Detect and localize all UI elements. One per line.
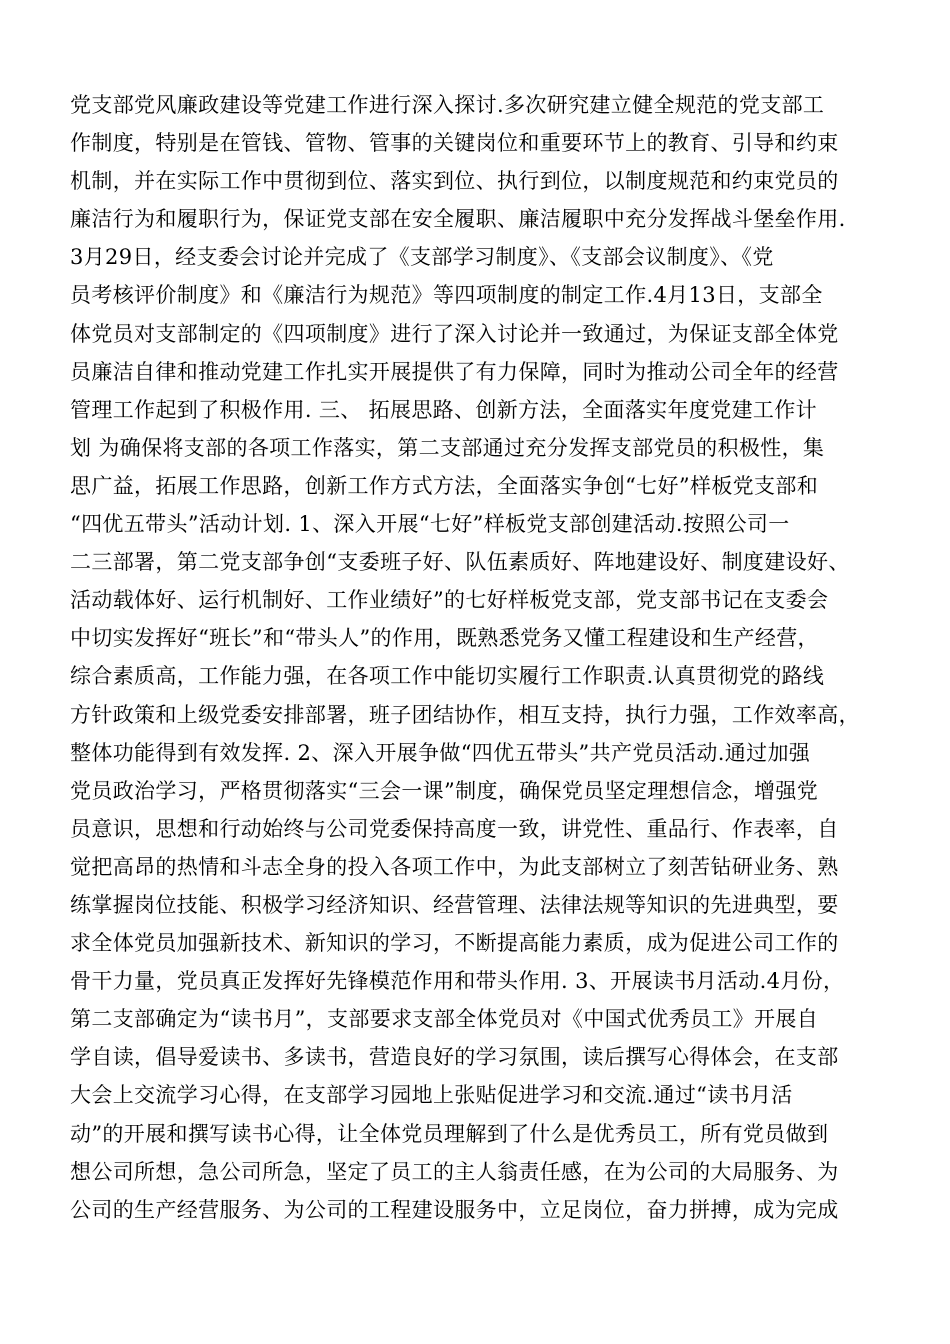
text-line: 二三部署，第二党支部争创“支委班子好、队伍素质好、阵地建设好、制度建设好、 bbox=[70, 550, 850, 575]
text-line: 3月29日，经支委会讨论并完成了《支部学习制度》、《支部会议制度》、《党 bbox=[70, 245, 774, 270]
text-line: 动”的开展和撰写读书心得，让全体党员理解到了什么是优秀员工，所有党员做到 bbox=[70, 1121, 829, 1146]
text-line: 公司的生产经营服务、为公司的工程建设服务中，立足岗位，奋力拼搏，成为完成 bbox=[70, 1197, 839, 1222]
text-line: 机制，并在实际工作中贯彻到位、落实到位、执行到位，以制度规范和约束党员的 bbox=[70, 169, 839, 194]
text-line: 整体功能得到有效发挥. 2、深入开展争做“四优五带头”共产党员活动.通过加强 bbox=[70, 740, 811, 765]
text-line: 思广益，拓展工作思路，创新工作方式方法，全面落实争创“七好”样板党支部和 bbox=[70, 473, 819, 498]
body-text bbox=[70, 86, 900, 1229]
text-line: “四优五带头”活动计划. 1、深入开展“七好”样板党支部创建活动.按照公司一 bbox=[70, 512, 790, 537]
text-line: 练掌握岗位技能、积极学习经济知识、经营管理、法律法规等知识的先进典型，要 bbox=[70, 892, 839, 917]
text-line: 管理工作起到了积极作用. 三、 拓展思路、创新方法，全面落实年度党建工作计 bbox=[70, 397, 817, 422]
text-line: 学自读，倡导爱读书、多读书，营造良好的学习氛围，读后撰写心得体会，在支部 bbox=[70, 1045, 839, 1070]
text-line: 廉洁行为和履职行为，保证党支部在安全履职、廉洁履职中充分发挥战斗堡垒作用. bbox=[70, 207, 846, 232]
text-line: 员廉洁自律和推动党建工作扎实开展提供了有力保障，同时为推动公司全年的经营 bbox=[70, 359, 839, 384]
text-line: 求全体党员加强新技术、新知识的学习，不断提高能力素质，成为促进公司工作的 bbox=[70, 931, 839, 956]
text-line: 想公司所想，急公司所急，坚定了员工的主人翁责任感，在为公司的大局服务、为 bbox=[70, 1159, 839, 1184]
text-line: 活动载体好、运行机制好、工作业绩好”的七好样板党支部，党支部书记在支委会 bbox=[70, 588, 829, 613]
text-line: 划 为确保将支部的各项工作落实，第二支部通过充分发挥支部党员的积极性，集 bbox=[70, 435, 825, 460]
text-line: 员考核评价制度》和《廉洁行为规范》等四项制度的制定工作.4月13日，支部全 bbox=[70, 283, 823, 308]
text-line: 觉把高昂的热情和斗志全身的投入各项工作中，为此支部树立了刻苦钻研业务、熟 bbox=[70, 854, 839, 879]
text-line: 作制度，特别是在管钱、管物、管事的关键岗位和重要环节上的教育、引导和约束 bbox=[70, 131, 839, 156]
text-line: 党员政治学习，严格贯彻落实“三会一课”制度，确保党员坚定理想信念，增强党 bbox=[70, 778, 819, 803]
text-line: 综合素质高，工作能力强，在各项工作中能切实履行工作职责.认真贯彻党的路线 bbox=[70, 664, 825, 689]
text-line: 党支部党风廉政建设等党建工作进行深入探讨.多次研究建立健全规范的党支部工 bbox=[70, 93, 825, 117]
text-line: 员意识，思想和行动始终与公司党委保持高度一致，讲党性、重品行、作表率，自 bbox=[70, 816, 839, 841]
text-line: 第二支部确定为“读书月”，支部要求支部全体党员对《中国式优秀员工》开展自 bbox=[70, 1007, 819, 1032]
text-line: 大会上交流学习心得，在支部学习园地上张贴促进学习和交流.通过“读书月活 bbox=[70, 1083, 793, 1108]
text-line: 体党员对支部制定的《四项制度》进行了深入讨论并一致通过，为保证支部全体党 bbox=[70, 321, 839, 346]
text-line: 骨干力量，党员真正发挥好先锋模范作用和带头作用. 3、开展读书月活动.4月份， bbox=[70, 969, 845, 994]
text-line: 中切实发挥好“班长”和“带头人”的作用，既熟悉党务又懂工程建设和生产经营， bbox=[70, 626, 819, 651]
text-line: 方针政策和上级党委安排部署，班子团结协作，相互支持，执行力强，工作效率高， bbox=[70, 702, 860, 727]
